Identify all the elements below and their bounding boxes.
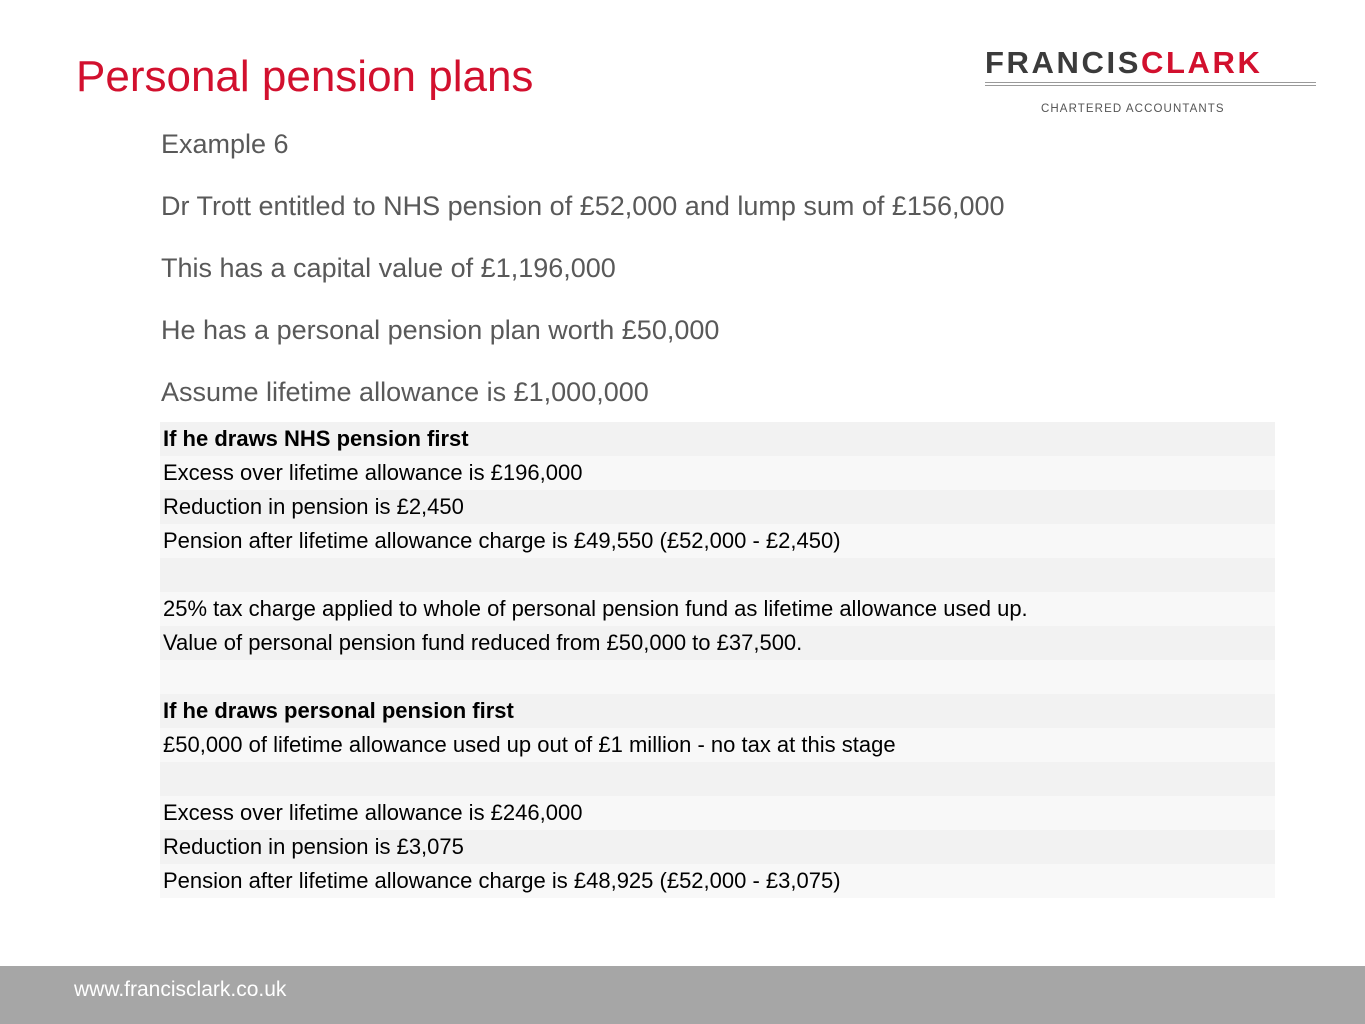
table-row: 25% tax charge applied to whole of personal pension fund as lifetime allowance used up.: [160, 592, 1275, 626]
logo-wordmark-clark: CLARK: [1140, 45, 1263, 80]
bullet-lifetime-allowance: Assume lifetime allowance is £1,000,000: [161, 377, 649, 407]
table-row: Value of personal pension fund reduced from £50,000 to £37,500.: [160, 626, 1275, 660]
logo-divider-secondary: [985, 85, 1316, 86]
bullet-capital-value: This has a capital value of £1,196,000: [161, 253, 616, 283]
footer-bar: [0, 966, 1365, 1024]
table-row: Excess over lifetime allowance is £196,000: [160, 456, 1275, 490]
slide-title: Personal pension plans: [76, 52, 534, 101]
bullet-example-heading: Example 6: [161, 129, 289, 159]
table-row-blank: [160, 558, 1275, 592]
logo-divider: [985, 82, 1316, 83]
table-row-blank: [160, 660, 1275, 694]
table-row: Excess over lifetime allowance is £246,000: [160, 796, 1275, 830]
table-row-blank: [160, 762, 1275, 796]
logo-tagline: CHARTERED ACCOUNTANTS: [1041, 103, 1225, 115]
table-row: Pension after lifetime allowance charge is £48,925 (£52,000 - £3,075): [160, 864, 1275, 898]
calculation-table: [160, 422, 1275, 898]
example-bullets: [161, 125, 1005, 435]
table-row: Reduction in pension is £2,450: [160, 490, 1275, 524]
table-row: £50,000 of lifetime allowance used up out of £1 million - no tax at this stage: [160, 728, 1275, 762]
footer-website-url: www.francisclark.co.uk: [74, 978, 287, 1001]
table-row-heading-personal-first: If he draws personal pension first: [160, 694, 1275, 728]
francis-clark-logo: [985, 46, 1317, 115]
logo-wordmark-francis: FRANCIS: [985, 45, 1141, 80]
table-row: Reduction in pension is £3,075: [160, 830, 1275, 864]
bullet-nhs-entitlement: Dr Trott entitled to NHS pension of £52,000 and lump sum of £156,000: [161, 191, 1005, 221]
table-row-heading-nhs-first: If he draws NHS pension first: [160, 422, 1275, 456]
table-row: Pension after lifetime allowance charge is £49,550 (£52,000 - £2,450): [160, 524, 1275, 558]
logo-wordmark: [985, 46, 1317, 80]
bullet-personal-plan: He has a personal pension plan worth £50,000: [161, 315, 720, 345]
